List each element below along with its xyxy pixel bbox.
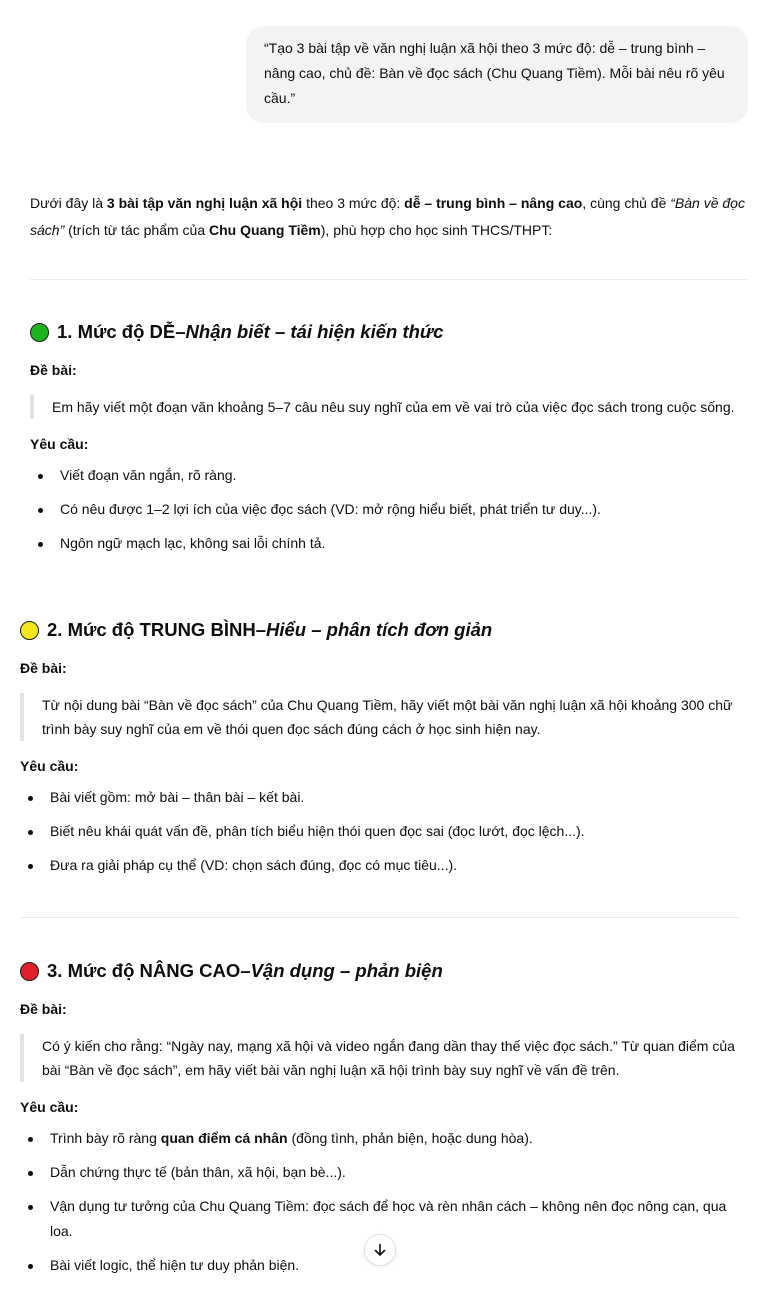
intro-bold: Chu Quang Tiềm (209, 222, 321, 238)
requirements-list (30, 463, 746, 556)
section-dash: – (255, 619, 266, 640)
section-dash: – (240, 960, 251, 981)
intro-paragraph (30, 190, 746, 244)
section-medium (20, 616, 740, 887)
prompt-quote: Từ nội dung bài “Bàn về đọc sách” của Chu Quang Tiềm, hãy viết một bài văn nghị luận xã hội khoảng 300 chữ trình bày suy nghĩ của em về thói quen đọc sách đúng cách ở học sinh hiện nay. (20, 693, 740, 741)
arrow-down-icon (373, 1243, 387, 1257)
requirements-label: Yêu cầu: (30, 436, 89, 452)
list-item: Viết đoạn văn ngắn, rõ ràng. (30, 463, 746, 488)
intro-italic: “Bàn về đọc sách” (30, 195, 745, 238)
section-dash: – (175, 321, 186, 342)
section-subtitle: Hiểu – phân tích đơn giản (265, 619, 493, 640)
list-item: Có nêu được 1–2 lợi ích của việc đọc sách (VD: mở rộng hiểu biết, phát triển tư duy...). (30, 497, 746, 522)
list-item-text: Trình bày rõ ràng (50, 1130, 161, 1146)
section-title (20, 616, 740, 644)
intro-text: , cùng chủ đề (582, 195, 671, 211)
section-level: 2. Mức độ TRUNG BÌNH (47, 619, 256, 640)
green-circle-icon (30, 323, 49, 342)
prompt-quote: Em hãy viết một đoạn văn khoảng 5–7 câu nêu suy nghĩ của em về vai trò của việc đọc sách trong cuộc sống. (30, 395, 746, 419)
user-message-bubble (246, 26, 748, 123)
prompt-label: Đề bài: (20, 1001, 67, 1017)
list-item-bold: quan điểm cá nhân (160, 1130, 288, 1146)
list-item: Đưa ra giải pháp cụ thể (VD: chọn sách đúng, đọc có mục tiêu...). (20, 853, 740, 878)
list-item: Ngôn ngữ mạch lạc, không sai lỗi chính tả. (30, 531, 746, 556)
list-item: Vận dụng tư tưởng của Chu Quang Tiềm: đọc sách để học và rèn nhân cách – không nên đọc nông cạn, qua loa. (20, 1194, 746, 1244)
prompt-label: Đề bài: (20, 660, 67, 676)
requirements-list (20, 785, 740, 878)
section-subtitle: Nhận biết – tái hiện kiến thức (185, 321, 444, 342)
intro-text: theo 3 mức độ: (302, 195, 405, 211)
section-title (20, 957, 746, 985)
scroll-to-bottom-button[interactable] (364, 1234, 396, 1266)
prompt-label: Đề bài: (30, 362, 77, 378)
section-subtitle: Vận dụng – phản biện (250, 960, 443, 981)
intro-text: (trích từ tác phẩm của (64, 222, 209, 238)
list-item (20, 1126, 746, 1151)
list-item-text: (đồng tình, phản biện, hoặc dung hòa). (287, 1130, 533, 1146)
section-level: 1. Mức độ DỄ (57, 321, 176, 342)
section-title (30, 318, 746, 346)
requirements-label: Yêu cầu: (20, 758, 79, 774)
intro-bold: dễ – trung bình – nâng cao (404, 195, 583, 211)
divider (30, 279, 748, 280)
section-level: 3. Mức độ NÂNG CAO (47, 960, 241, 981)
list-item: Biết nêu khái quát vấn đề, phân tích biểu hiện thói quen đọc sai (đọc lướt, đọc lệch...). (20, 819, 740, 844)
divider (20, 917, 740, 918)
requirements-label: Yêu cầu: (20, 1099, 79, 1115)
yellow-circle-icon (20, 621, 39, 640)
user-message-text: “Tạo 3 bài tập về văn nghị luận xã hội theo 3 mức độ: dễ – trung bình – nâng cao, chủ đề: Bàn về đọc sách (Chu Quang Tiềm). Mỗi bài nêu rõ yêu cầu.” (264, 40, 725, 106)
intro-bold: 3 bài tập văn nghị luận xã hội (106, 195, 303, 211)
list-item: Dẫn chứng thực tế (bản thân, xã hội, bạn bè...). (20, 1160, 746, 1185)
list-item: Bài viết logic, thể hiện tư duy phản biện. (20, 1253, 746, 1278)
prompt-quote: Có ý kiến cho rằng: “Ngày nay, mạng xã hội và video ngắn đang dần thay thế việc đọc sách.” Từ quan điểm của bài “Bàn về đọc sách”, em hãy viết bài văn nghị luận xã hội trình bày suy nghĩ về vấn đề trên. (20, 1034, 746, 1082)
intro-text: ), phù hợp cho học sinh THCS/THPT: (320, 222, 553, 238)
red-circle-icon (20, 962, 39, 981)
section-easy (30, 318, 746, 565)
list-item: Bài viết gồm: mở bài – thân bài – kết bài. (20, 785, 740, 810)
intro-text: Dưới đây là (30, 195, 107, 211)
